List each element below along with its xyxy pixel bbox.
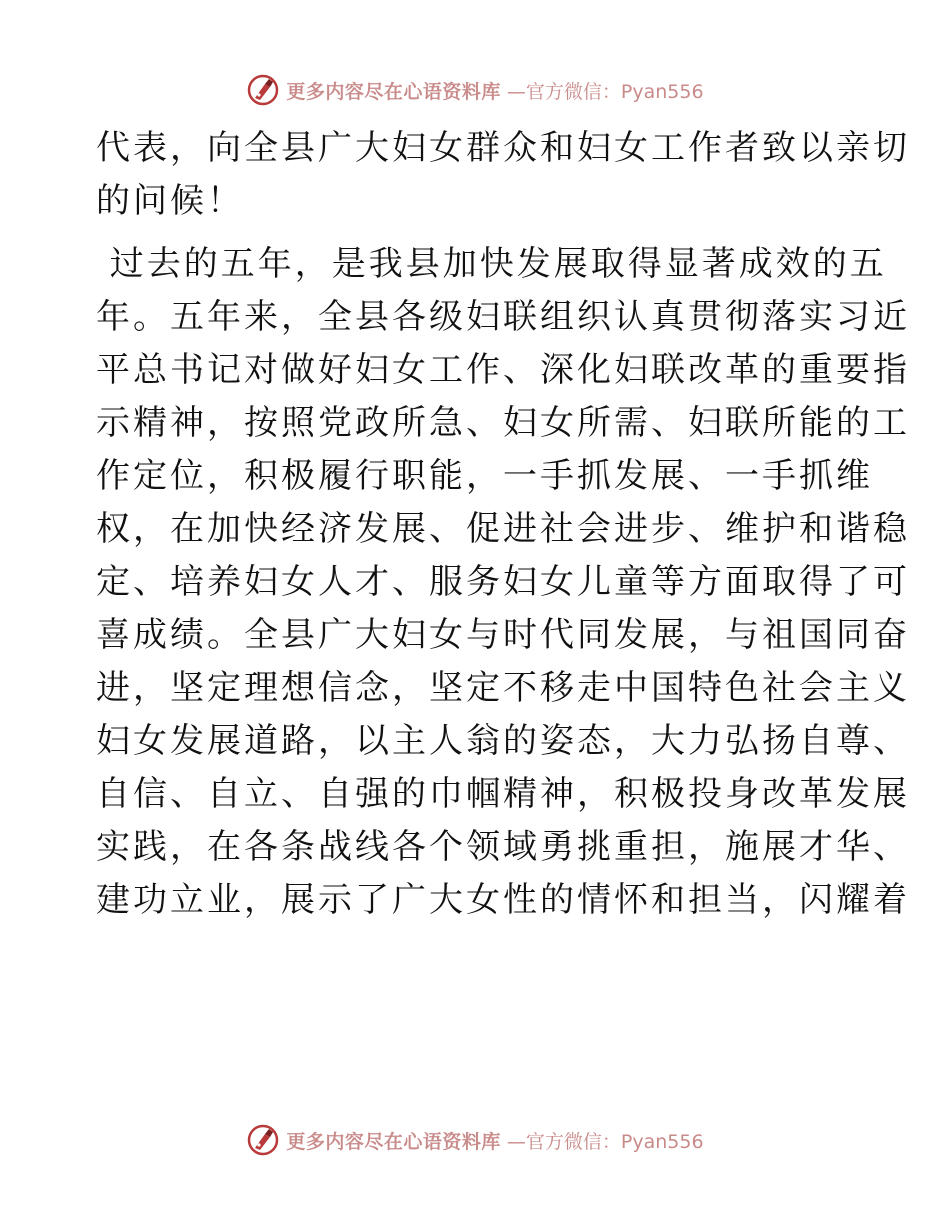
text-line: 进，坚定理想信念，坚定不移走中国特色社会主义 [96,668,910,708]
text-line: 实践，在各条战线各个领域勇挑重担，施展才华、 [96,827,910,867]
header-banner [0,70,950,110]
text-line: 喜成绩。全县广大妇女与时代同发展，与祖国同奋 [96,615,910,655]
wechat-text: —官方微信：Pyan556 [506,80,704,103]
text-line: 建功立业，展示了广大女性的情怀和担当，闪耀着 [96,880,910,920]
text-line: 定、培养妇女人才、服务妇女儿童等方面取得了可 [96,562,910,602]
text-line: 权，在加快经济发展、促进社会进步、维护和谐稳 [96,509,910,549]
text-line: 代表，向全县广大妇女群众和妇女工作者致以亲切 [96,128,910,168]
paragraph-1 [96,122,910,228]
text-line: 年。五年来，全县各级妇联组织认真贯彻落实习近 [96,297,910,337]
paragraph-2 [96,238,910,927]
text-line: 自信、自立、自强的巾帼精神，积极投身改革发展 [96,774,910,814]
text-line: 的问候！ [96,181,244,221]
promo-text: 更多内容尽在心语资料库 [286,80,501,103]
text-line: 妇女发展道路，以主人翁的姿态，大力弘扬自尊、 [96,721,910,761]
document-body [96,122,910,927]
pen-nib-logo-icon [246,73,280,107]
text-line: 过去的五年，是我县加快发展取得显著成效的五 [96,244,887,284]
text-line: 平总书记对做好妇女工作、深化妇联改革的重要指 [96,350,910,390]
wechat-text: —官方微信：Pyan556 [506,1130,704,1153]
pen-nib-logo-icon [246,1123,280,1157]
text-line: 作定位，积极履行职能，一手抓发展、一手抓维 [96,456,873,496]
footer-banner [0,1120,950,1160]
text-line: 示精神，按照党政所急、妇女所需、妇联所能的工 [96,403,910,443]
promo-text: 更多内容尽在心语资料库 [286,1130,501,1153]
